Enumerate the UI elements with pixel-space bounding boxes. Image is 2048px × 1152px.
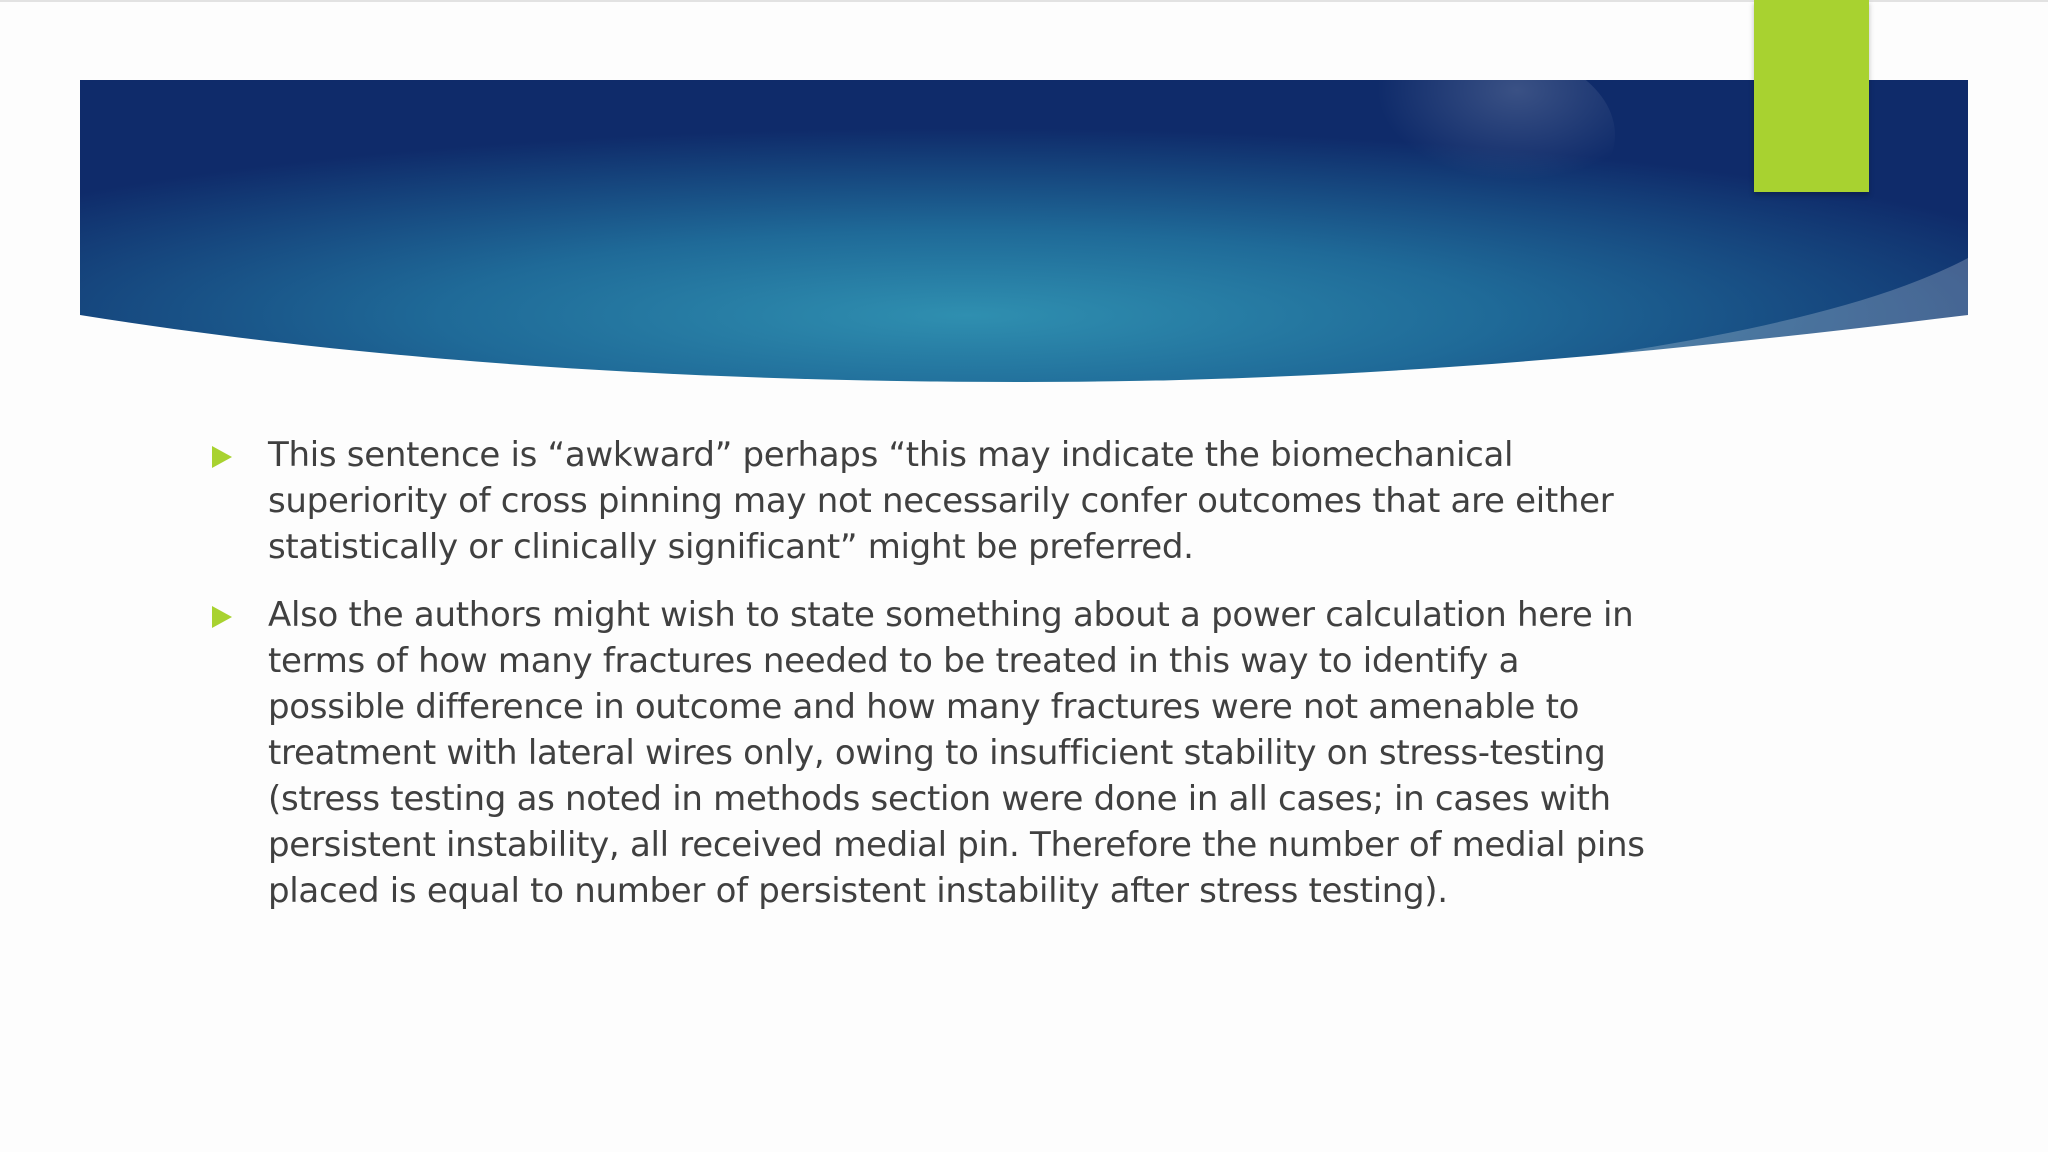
bullet-item-2 — [206, 592, 1666, 914]
header-banner — [80, 80, 1968, 382]
bullet-text: This sentence is “awkward” perhaps “this may indicate the biomechanical superiority of cross pinning may not necessarily confer outcomes that are either statistically or clinically significant” might be preferred. — [268, 435, 1614, 567]
top-divider — [0, 0, 2048, 2]
bullet-item-1 — [206, 432, 1666, 570]
accent-tab — [1754, 0, 1869, 192]
triangle-bullet-icon — [212, 606, 232, 628]
triangle-bullet-icon — [212, 446, 232, 468]
bullet-list — [206, 432, 1666, 936]
bullet-text: Also the authors might wish to state something about a power calculation here in terms of how many fractures needed to be treated in this way to identify a possible difference in outcome and how many fractures were not amenable to treatment with lateral wires only, owing to insufficient stability on stress-testing (stress testing as noted in methods section were done in all cases; in cases with persistent instability, all received medial pin. Therefore the number of medial pins placed is equal to number of persistent instability after stress testing). — [268, 595, 1645, 911]
